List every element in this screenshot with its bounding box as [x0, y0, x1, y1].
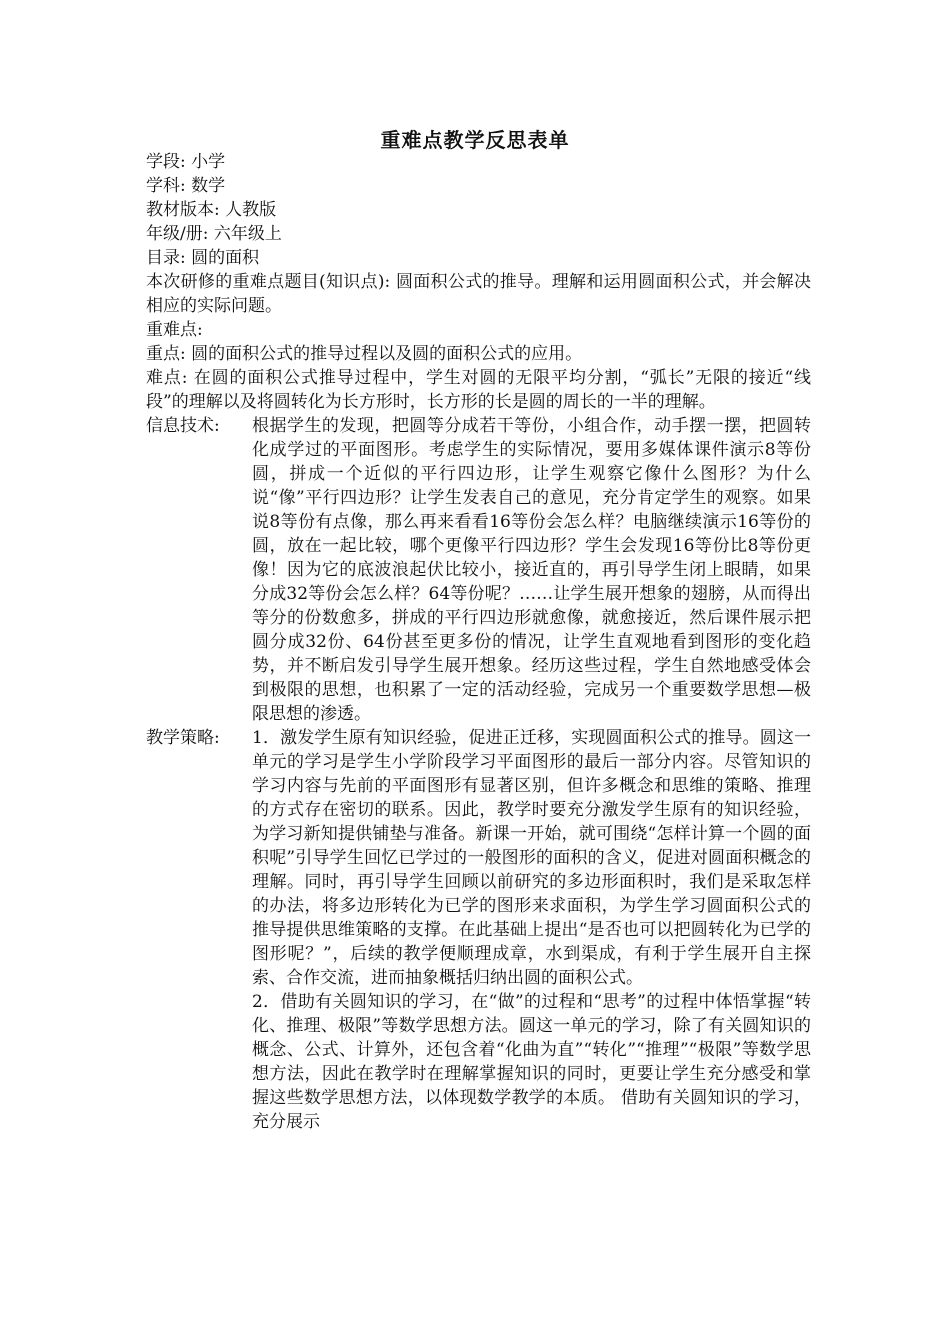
- table-of-contents: 目录: 圆的面积: [146, 248, 260, 268]
- research-topic: 本次研修的重难点题目(知识点): 圆面积公式的推导。理解和运用圆面积公式，并会解决相应的实际问题。: [146, 272, 811, 316]
- strategy-paragraph-2: 2．借助有关圆知识的学习，在“做”的过程和“思考”的过程中体悟掌握“转化、推理、极限”等数学思想方法。圆这一单元的学习，除了有关圆知识的概念、公式、计算外，还包含着“化曲为直”“转化”“推理”“极限”等数学思想方法，因此在教学时在理解掌握知识的同时，更要让学生充分感受和掌握这些数学思想方法，以体现数学教学的本质。 借助有关圆知识的学习，充分展示: [252, 992, 811, 1132]
- subject: 学科: 数学: [146, 176, 226, 196]
- key-point: 重点: 圆的面积公式的推导过程以及圆的面积公式的应用。: [146, 344, 583, 364]
- grade-volume: 年级/册: 六年级上: [146, 224, 282, 244]
- info-tech-text: 根据学生的发现，把圆等分成若干等份，小组合作，动手摆一摆，把圆转化成学过的平面图形。考虑学生的实际情况，要用多媒体课件演示8等份圆，拼成一个近似的平行四边形，让学生观察它像什么图形？为什么说“像”平行四边形？让学生发表自己的意见，充分肯定学生的观察。如果说8等份有点像，那么再来看看16等份会怎么样？电脑继续演示16等份的圆，放在一起比较，哪个更像平行四边形？学生会发现16等份比8等份更像！因为它的底波浪起伏比较小，接近直的，再引导学生闭上眼睛，如果分成32等份会怎么样？64等份呢？……让学生展开想象的翅膀，从而得出等分的份数愈多，拼成的平行四边形就愈像，就愈接近，然后课件展示把圆分成32份、64份甚至更多份的情况，让学生直观地看到图形的变化趋势，并不断启发引导学生展开想象。经历这些过程，学生自然地感受体会到极限的思想，也积累了一定的活动经验，完成另一个重要数学思想—极限思想的渗透。: [252, 416, 811, 724]
- info-tech-section: [146, 414, 811, 726]
- textbook-version: 教材版本: 人教版: [146, 200, 277, 220]
- strategy-label: 教学策略:: [146, 728, 220, 748]
- document-body: [146, 150, 811, 1134]
- school-level: 学段: 小学: [146, 152, 226, 172]
- document-title: 重难点教学反思表单: [380, 128, 570, 152]
- strategy-section: [146, 726, 811, 1134]
- difficulty-point: 难点: 在圆的面积公式推导过程中，学生对圆的无限平均分割，“弧长”无限的接近“线段”的理解以及将圆转化为长方形时，长方形的长是圆的周长的一半的理解。: [146, 368, 811, 412]
- strategy-content: [252, 726, 811, 1134]
- info-tech-label: 信息技术:: [146, 416, 220, 436]
- strategy-paragraph-1: 1．激发学生原有知识经验，促进正迁移，实现圆面积公式的推导。圆这一单元的学习是学生小学阶段学习平面图形的最后一部分内容。尽管知识的学习内容与先前的平面图形有显著区别，但许多概念和思维的策略、推理的方式存在密切的联系。因此，教学时要充分激发学生原有的知识经验，为学习新知提供铺垫与准备。新课一开始，就可围绕“怎样计算一个圆的面积呢”引导学生回忆已学过的一般图形的面积的含义，促进对圆面积概念的理解。同时，再引导学生回顾以前研究的多边形面积时，我们是采取怎样的办法，将多边形转化为已学的图形来求面积，为学生学习圆面积公式的推导提供思维策略的支撑。在此基础上提出“是否也可以把圆转化为已学的图形呢？”，后续的教学便顺理成章，水到渠成，有利于学生展开自主探索、合作交流，进而抽象概括归纳出圆的面积公式。: [252, 728, 811, 988]
- key-difficulty-heading: 重难点:: [146, 320, 203, 340]
